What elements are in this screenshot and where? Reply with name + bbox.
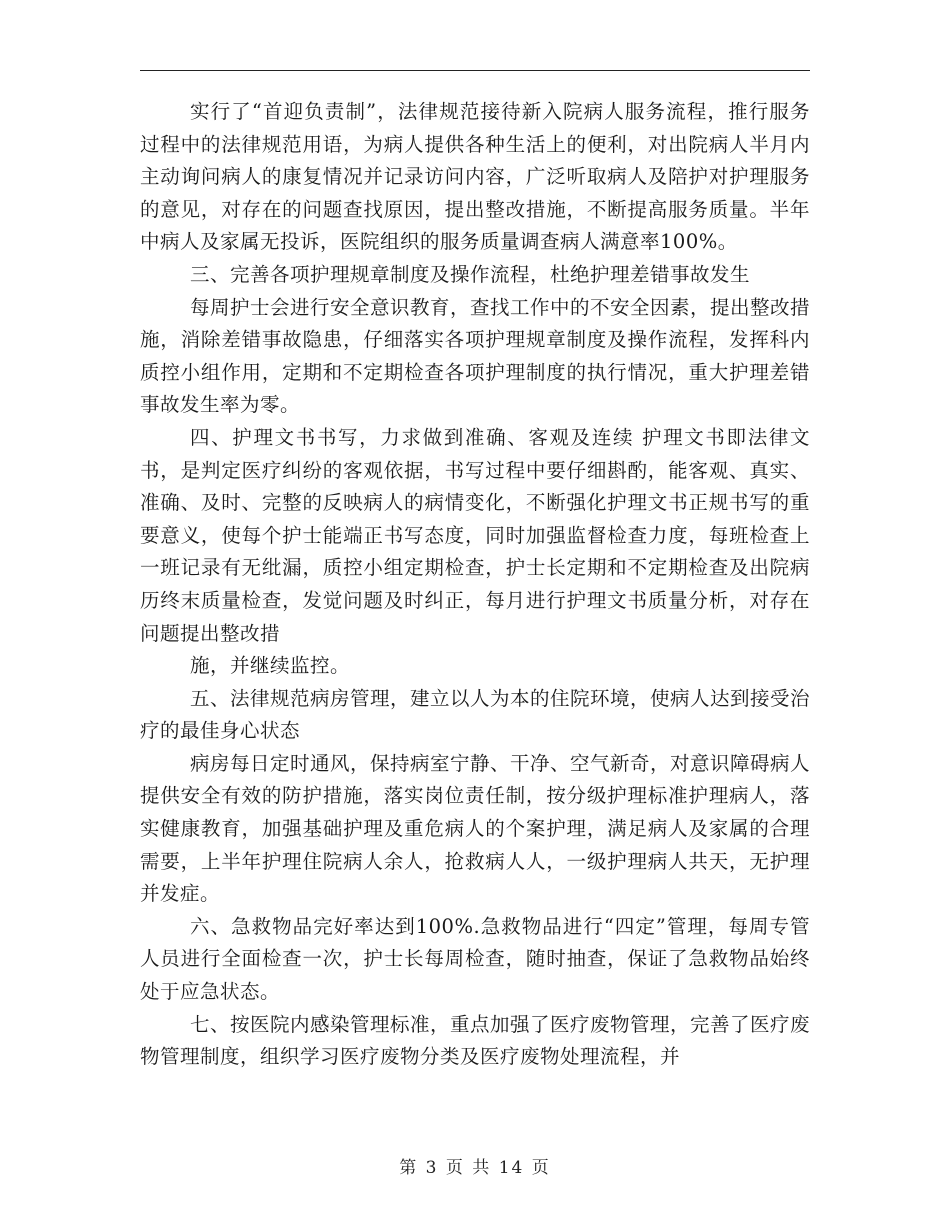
paragraph-nursing-documents: 四、护理文书书写，力求做到准确、客观及连续 护理文书即法律文书，是判定医疗纠纷的客观依据，书写过程中要仔细斟酌，能客观、真实、准确、及时、完整的反映病人的病情变化，不断强化护理文书正规书写的重要意义，使每个护士能端正书写态度，同时加强监督检查力度，每班检查上一班记录有无纰漏，质控小组定期检查，护士长定期和不定期检查及出院病历终末质量检查，发觉问题及时纠正，每月进行护理文书质量分析，对存在问题提出整改措 — [140, 425, 810, 645]
header-rule — [140, 70, 810, 71]
paragraph-emergency-supplies: 六、急救物品完好率达到100%.急救物品进行“四定”管理，每周专管人员进行全面检查一次，护士长每周检查，随时抽查，保证了急救物品始终处于应急状态。 — [140, 914, 810, 1004]
section-heading-3: 三、完善各项护理规章制度及操作流程，杜绝护理差错事故发生 — [190, 262, 751, 286]
paragraph-ward-management: 病房每日定时通风，保持病室宁静、干净、空气新奇，对意识障碍病人提供安全有效的防护措施，落实岗位责任制，按分级护理标准护理病人，落实健康教育，加强基础护理及重危病人的个案护理，满足病人及家属的合理需要，上半年护理住院病人余人，抢救病人人，一级护理病人共天，无护理并发症。 — [140, 751, 811, 906]
paragraph-monitoring: 施，并继续监控。 — [190, 654, 351, 678]
section-heading-5: 五、法律规范病房管理，建立以人为本的住院环境，使病人达到接受治疗的最佳身心状态 — [140, 686, 811, 743]
page-number-footer: 第 3 页 共 14 页 — [399, 1158, 551, 1178]
paragraph-safety: 每周护士会进行安全意识教育，查找工作中的不安全因素，提出整改措施，消除差错事故隐患，仔细落实各项护理规章制度及操作流程，发挥科内质控小组作用，定期和不定期检查各项护理制度的执行情况，重大护理差错事故发生率为零。 — [140, 295, 811, 417]
document-body — [140, 96, 810, 1074]
paragraph-service-quality: 实行了“首迎负责制”，法律规范接待新入院病人服务流程，推行服务过程中的法律规范用语，为病人提供各种生活上的便利，对出院病人半月内主动询问病人的康复情况并记录访问内容，广泛听取病人及陪护对护理服务的意见，对存在的问题查找原因，提出整改措施，不断提高服务质量。半年中病人及家属无投诉，医院组织的服务质量调查病人满意率100%。 — [140, 100, 810, 254]
paragraph-infection-control: 七、按医院内感染管理标准，重点加强了医疗废物管理，完善了医疗废物管理制度，组织学习医疗废物分类及医疗废物处理流程，并 — [140, 1012, 811, 1069]
